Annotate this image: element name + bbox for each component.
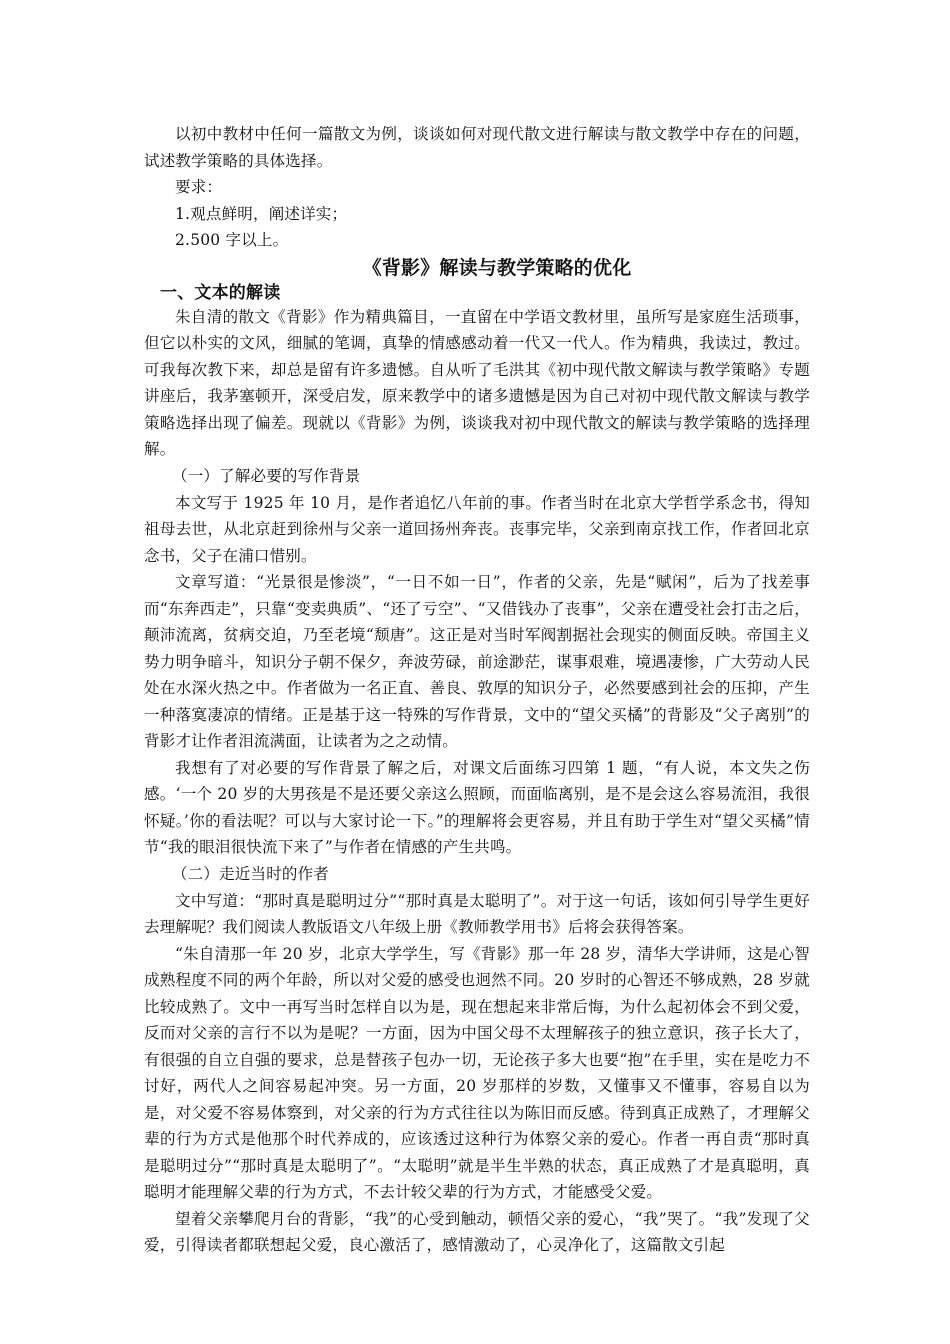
- requirements-label: 要求：: [175, 178, 223, 196]
- paragraph-background-2: 文章写道：“光景很是惨淡”，“一日不如一日”，作者的父亲，先是“赋闲”，后为了找差事而“东奔西走”，只靠“变卖典质”、“还了亏空”、“又借钱办了丧事”，父亲在遭受社会打击之后，颠沛流离，贫病交迫，乃至老境“颓唐”。这正是对当时军阀割据社会现实的侧面反映。帝国主义势力明争暗斗，知识分子朝不保夕，奔波劳碌，前途渺茫，谋事艰难，境遇凄惨，广大劳动人民处在水深火热之中。作者做为一名正直、善良、敦厚的知识分子，必然要感到社会的压抑，产生一种落寞凄凉的情绪。正是基于这一特殊的写作背景，文中的“望父买橘”的背影及“父子离别”的背影才让作者泪流满面，让读者为之之动情。: [144, 573, 810, 750]
- subheading-author: （二）走近当时的作者: [172, 864, 330, 883]
- requirement-1: 1.观点鲜明，阐述详实；: [175, 204, 348, 223]
- prompt-question: 以初中教材中任何一篇散文为例，谈谈如何对现代散文进行解读与散文教学中存在的问题，试述教学策略的具体选择。: [144, 125, 810, 170]
- essay-title: 《背影》解读与教学策略的优化: [362, 256, 632, 279]
- subheading-background: （一）了解必要的写作背景: [172, 466, 361, 485]
- paragraph-author-3: 望着父亲攀爬月台的背影，“我”的心受到触动，顿悟父亲的爱心，“我”哭了。“我”发现了父爱，引得读者都联想起父爱，良心激活了，感情激动了，心灵净化了，这篇散文引起: [144, 1209, 810, 1254]
- intro-paragraph: 朱自清的散文《背影》作为精典篇目，一直留在中学语文教材里，虽所写是家庭生活琐事，但它以朴实的文风，细腻的笔调，真挚的情感感动着一代又一代人。作为精典，我读过，教过。可我每次教下来，却总是留有许多遗憾。自从听了毛洪其《初中现代散文解读与教学策略》专题讲座后，我茅塞顿开，深受启发，原来教学中的诸多遗憾是因为自己对初中现代散文解读与教学策略选择出现了偏差。现就以《背影》为例，谈谈我对初中现代散文的解读与教学策略的选择理解。: [144, 307, 810, 458]
- document-page: [144, 121, 810, 1259]
- paragraph-author-1: 文中写道：“那时真是聪明过分”“那时真是太聪明了”。对于这一句话，该如何引导学生更好去理解呢？我们阅读人教版语文八年级上册《教师教学用书》后将会获得答案。: [144, 891, 810, 936]
- paragraph-background-1: 本文写于 1925 年 10 月，是作者追忆八年前的事。作者当时在北京大学哲学系念书，得知祖母去世，从北京赶到徐州与父亲一道回扬州奔丧。丧事完毕，父亲到南京找工作，作者回北京念书，父子在浦口惜别。: [144, 493, 810, 565]
- paragraph-author-2: “朱自清那一年 20 岁，北京大学学生，写《背影》那一年 28 岁，清华大学讲师，这是心智成熟程度不同的两个年龄，所以对父爱的感受也迥然不同。20 岁时的心智还不够成熟，28 岁就比较成熟了。文中一再写当时怎样自以为是，现在想起来非常后悔，为什么起初体会不到父爱，反而对父亲的言行不以为是呢？一方面，因为中国父母不太理解孩子的独立意识，孩子长大了，有很强的自立自强的要求，总是替孩子包办一切，无论孩子多大也要“抱”在手里，实在是吃力不讨好，两代人之间容易起冲突。另一方面，20 岁那样的岁数，又懂事又不懂事，容易自以为是，对父爱不容易体察到，对父亲的行为方式往往以为陈旧而反感。待到真正成熟了，才理解父辈的行为方式是他那个时代养成的，应该透过这种行为体察父亲的爱心。作者一再自责“那时真是聪明过分”“那时真是太聪明了”。“太聪明”就是半生半熟的状态，真正成熟了才是真聪明，真聪明才能理解父辈的行为方式，不去计较父辈的行为方式，才能感受父爱。: [144, 944, 810, 1201]
- paragraph-background-3: 我想有了对必要的写作背景了解之后，对课文后面练习四第 1 题，“有人说，本文失之伤感。‘一个 20 岁的大男孩是不是还要父亲这么照顾，而面临离别，是不是会这么容易流泪，我很怀疑。’你的看法呢？可以与大家讨论一下。”的理解将会更容易，并且有助于学生对“望父买橘”情节“我的眼泪很快流下来了”与作者在情感的产生共鸣。: [144, 758, 810, 856]
- requirement-2: 2.500 字以上。: [175, 231, 289, 249]
- section-heading-1: 一、文本的解读: [160, 282, 281, 303]
